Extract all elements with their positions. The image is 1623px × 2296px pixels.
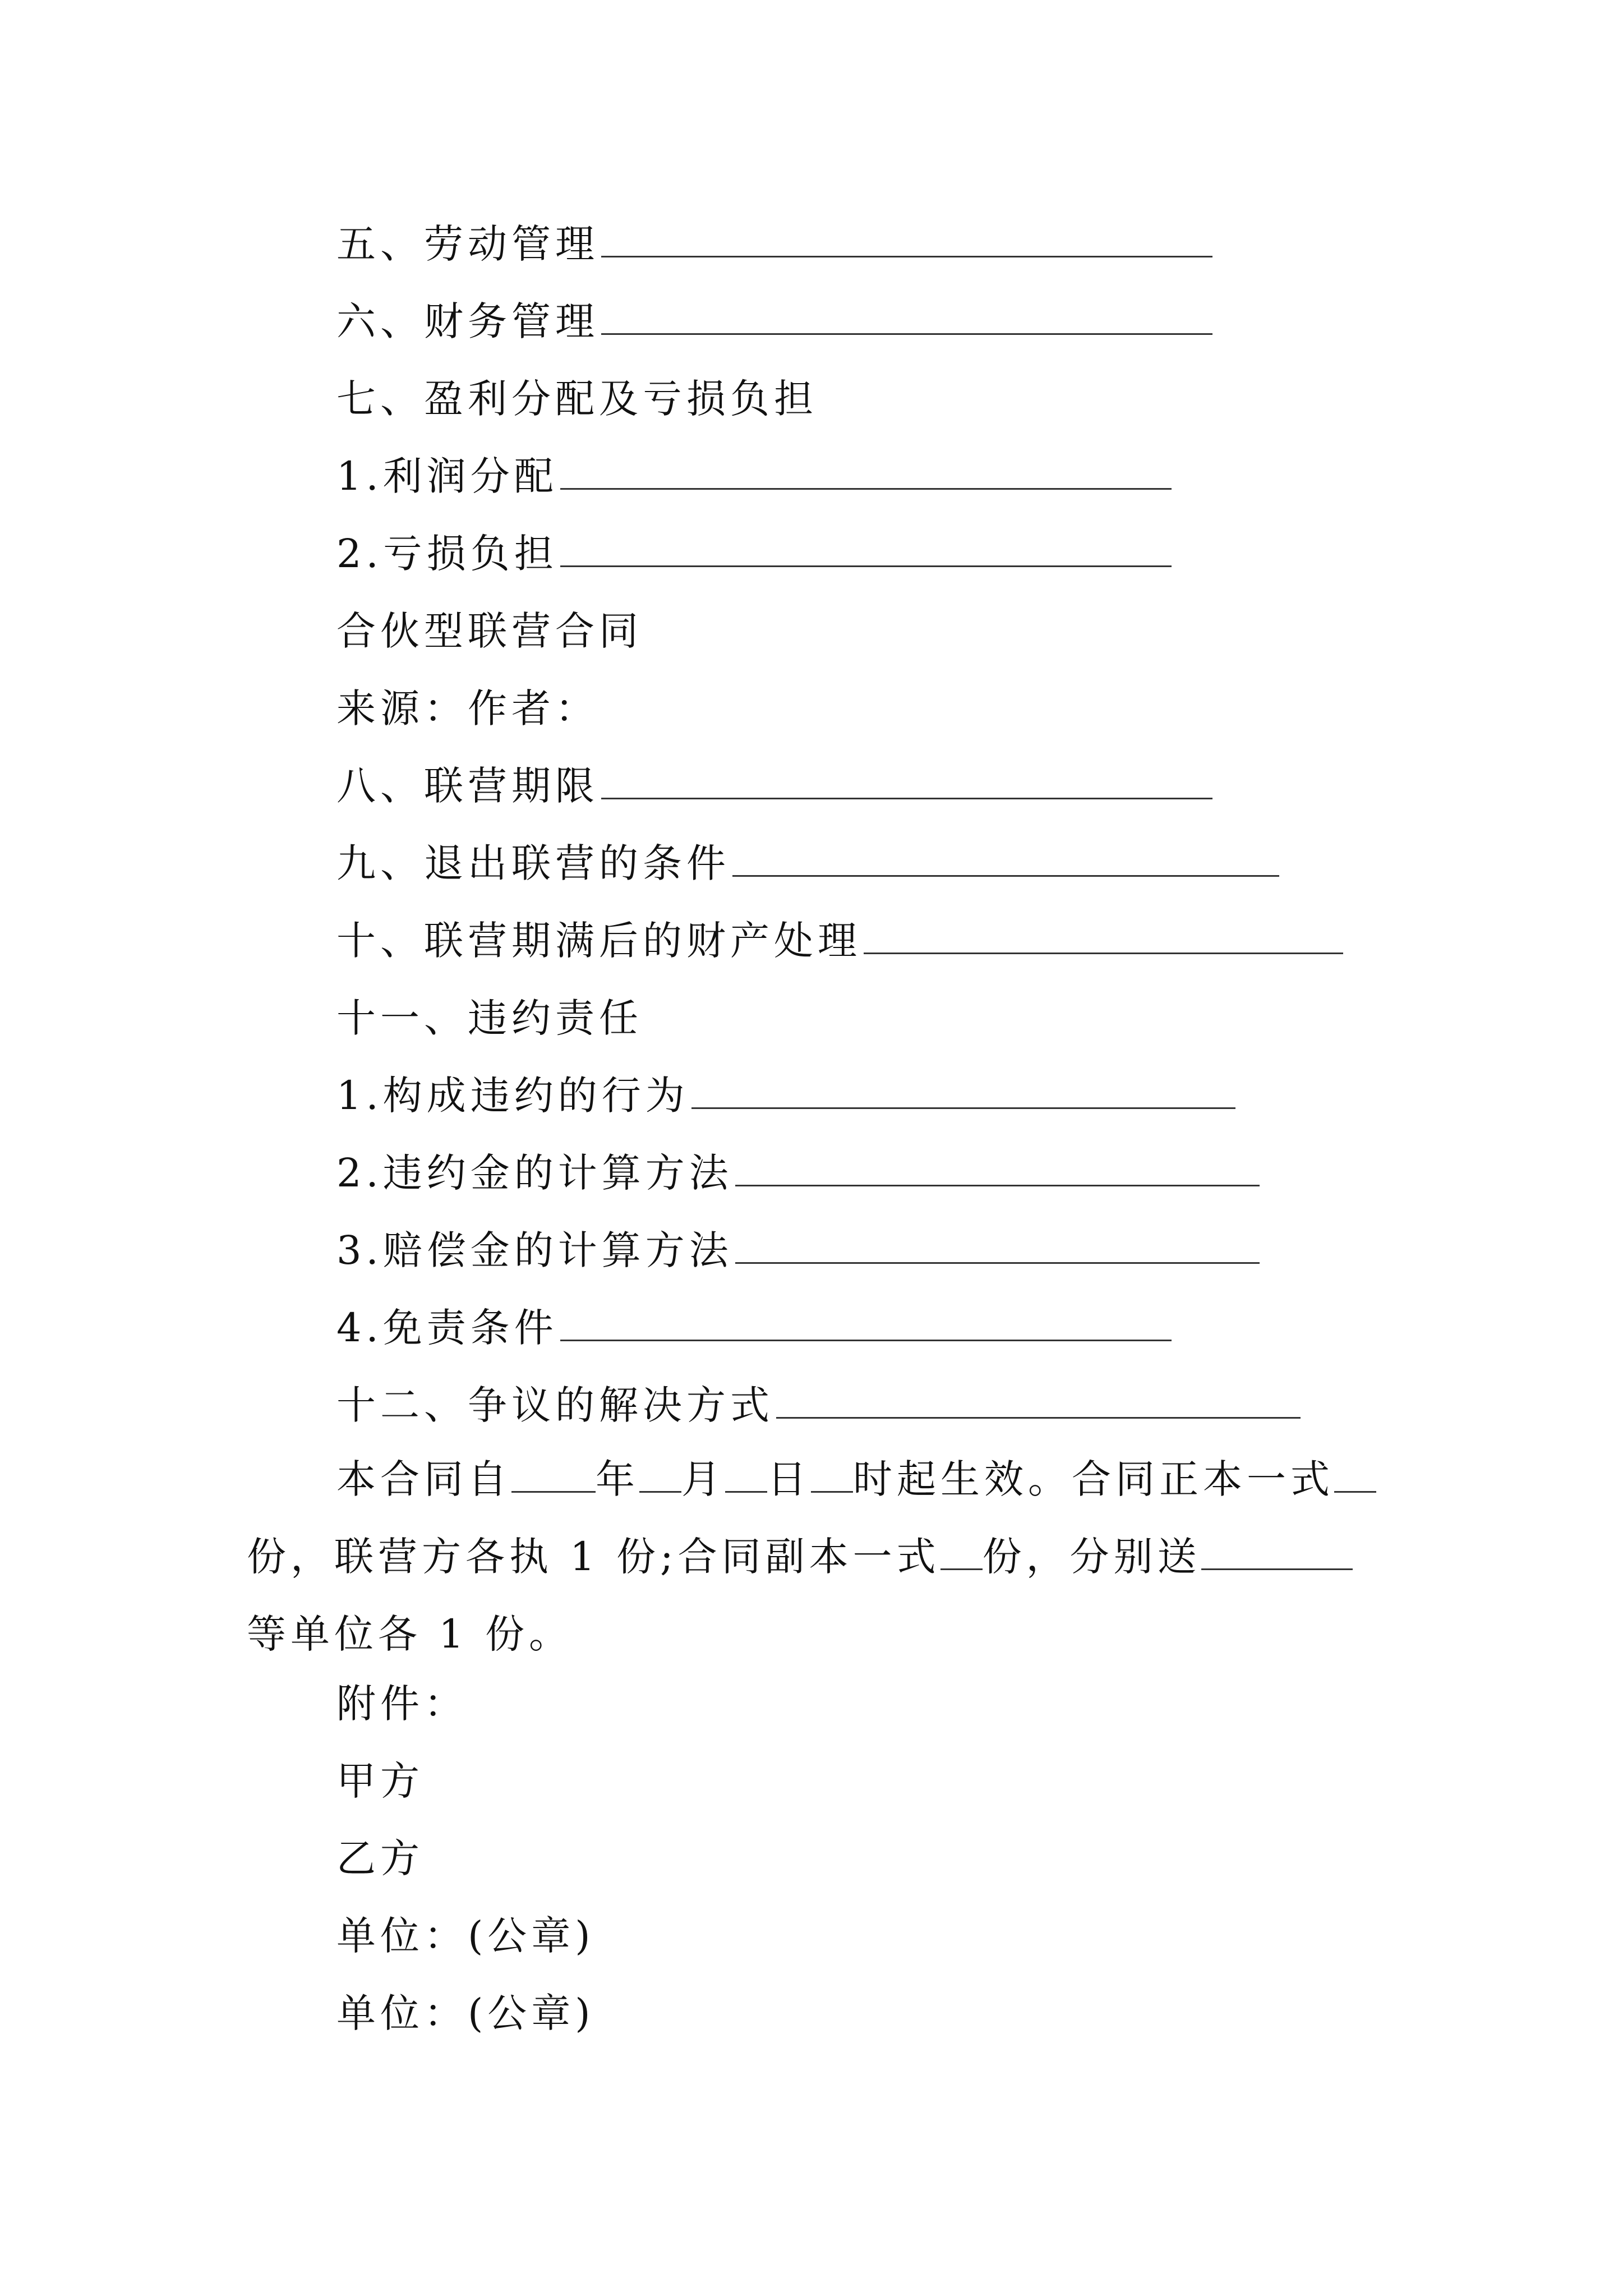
compensation-calc-blank	[735, 1223, 1260, 1264]
joint-term-label: 八、联营期限	[336, 763, 599, 809]
unit-seal-a-label: 单位：(公章)	[336, 1913, 595, 1959]
exemption-line	[336, 1297, 1172, 1359]
loss-bearing-label: 2.亏损负担	[336, 531, 558, 577]
dispute-resolution-line	[336, 1374, 1301, 1436]
effective-date-paragraph	[247, 1441, 1385, 1673]
day-blank	[725, 1452, 767, 1493]
dispute-resolution-label: 十二、争议的解决方式	[336, 1382, 774, 1428]
day-label: 日	[767, 1456, 811, 1502]
profit-loss-heading	[336, 368, 818, 430]
effective-text-4: 份，分别送	[982, 1534, 1201, 1580]
effective-text-5: 等单位各 1 份。	[247, 1611, 573, 1657]
attachment-line	[336, 1673, 468, 1734]
labor-management-label: 五、劳动管理	[336, 221, 599, 267]
liability-heading	[336, 987, 643, 1049]
duplicate-copies-blank	[940, 1529, 983, 1570]
property-disposal-blank	[864, 913, 1343, 954]
labor-management-line	[336, 213, 1212, 275]
breach-acts-label: 1.构成违约的行为	[336, 1073, 689, 1119]
loss-bearing-blank	[560, 526, 1172, 567]
property-disposal-label: 十、联营期满后的财产处理	[336, 918, 861, 964]
profit-distribution-line	[336, 445, 1172, 507]
exit-conditions-label: 九、退出联营的条件	[336, 840, 730, 886]
compensation-calc-label: 3.赔偿金的计算方法	[336, 1227, 733, 1273]
compensation-calc-line	[336, 1220, 1260, 1281]
contract-title: 合伙型联营合同	[336, 608, 643, 654]
party-a-label: 甲方	[336, 1758, 424, 1804]
year-blank	[511, 1452, 596, 1493]
penalty-calc-line	[336, 1142, 1260, 1204]
breach-acts-blank	[691, 1068, 1235, 1109]
profit-distribution-label: 1.利润分配	[336, 453, 558, 499]
loss-bearing-line	[336, 523, 1172, 585]
party-b-line	[336, 1828, 424, 1889]
effective-text-3: 份，联营方各执 1 份;合同副本一式	[247, 1534, 940, 1580]
source-author-label: 来源：作者：	[336, 685, 599, 731]
month-blank	[639, 1452, 681, 1493]
joint-term-line	[336, 755, 1212, 817]
unit-seal-a-line	[336, 1905, 595, 1967]
unit-seal-b-line	[336, 1982, 595, 2044]
joint-term-blank	[601, 758, 1212, 799]
liability-label: 十一、违约责任	[336, 995, 643, 1041]
attachment-label: 附件：	[336, 1681, 468, 1727]
effective-text-1: 本合同自	[336, 1456, 511, 1502]
recipients-blank	[1201, 1529, 1353, 1570]
penalty-calc-label: 2.违约金的计算方法	[336, 1150, 733, 1196]
party-a-line	[336, 1750, 424, 1812]
unit-seal-b-label: 单位：(公章)	[336, 1990, 595, 2036]
breach-acts-line	[336, 1065, 1235, 1126]
original-copies-blank	[1334, 1452, 1376, 1493]
effective-text-2: 时起生效。合同正本一式	[853, 1456, 1334, 1502]
hour-blank	[811, 1452, 853, 1493]
finance-management-label: 六、财务管理	[336, 298, 599, 344]
source-author-line	[336, 678, 599, 739]
exemption-blank	[560, 1300, 1172, 1341]
exit-conditions-blank	[732, 836, 1279, 877]
finance-management-blank	[601, 294, 1212, 335]
labor-management-blank	[601, 217, 1212, 257]
month-label: 月	[681, 1456, 725, 1502]
profit-loss-label: 七、盈利分配及亏损负担	[336, 376, 818, 422]
party-b-label: 乙方	[336, 1835, 424, 1881]
profit-distribution-blank	[560, 449, 1172, 490]
penalty-calc-blank	[735, 1145, 1260, 1186]
year-label: 年	[596, 1456, 639, 1502]
exit-conditions-line	[336, 832, 1279, 894]
contract-title-line	[336, 600, 643, 662]
finance-management-line	[336, 291, 1212, 352]
dispute-resolution-blank	[776, 1378, 1301, 1419]
exemption-label: 4.免责条件	[336, 1305, 558, 1351]
property-disposal-line	[336, 910, 1343, 972]
